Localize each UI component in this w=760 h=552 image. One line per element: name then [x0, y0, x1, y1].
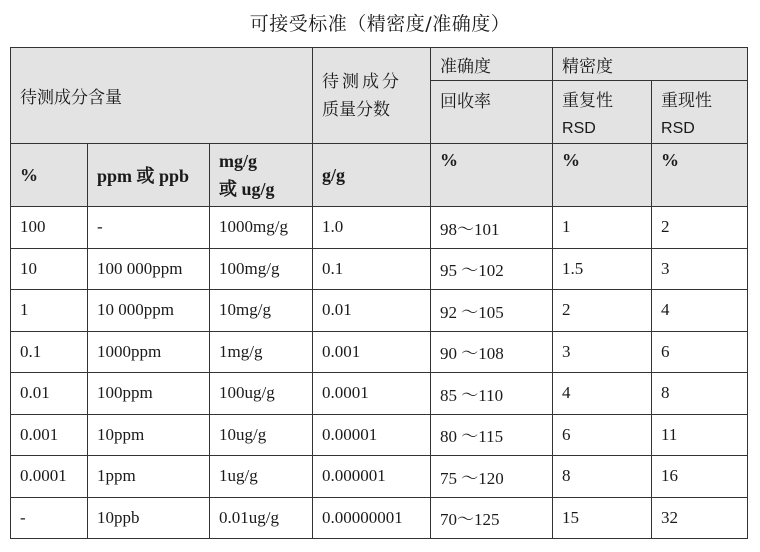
- unit-g-per-g: g/g: [313, 144, 431, 207]
- percent-cell: 1: [11, 290, 88, 332]
- ppm-cell: 100ppm: [88, 373, 210, 415]
- repeatability-cell: 15: [553, 497, 652, 539]
- mg-per-g-cell: 1000mg/g: [210, 207, 313, 249]
- header-mass-fraction-line2: 质量分数: [322, 99, 391, 120]
- recovery-cell: 85 ～110: [431, 373, 553, 415]
- recovery-cell: 70～125: [431, 497, 553, 539]
- header-repeatability-label: 重复性: [562, 91, 614, 111]
- table-row: [11, 456, 748, 498]
- ppm-cell: 1000ppm: [88, 331, 210, 373]
- reproducibility-cell: 3: [652, 248, 748, 290]
- mg-per-g-cell: 1mg/g: [210, 331, 313, 373]
- repeatability-cell: 6: [553, 414, 652, 456]
- table-row: [11, 331, 748, 373]
- mg-per-g-cell: 0.01ug/g: [210, 497, 313, 539]
- table-row: [11, 207, 748, 249]
- header-accuracy: 准确度: [431, 48, 553, 81]
- table-body: [11, 207, 748, 539]
- percent-cell: 100: [11, 207, 88, 249]
- repeatability-cell: 3: [553, 331, 652, 373]
- repeatability-cell: 2: [553, 290, 652, 332]
- reproducibility-cell: 6: [652, 331, 748, 373]
- g-per-g-cell: 0.00001: [313, 414, 431, 456]
- mg-per-g-cell: 10mg/g: [210, 290, 313, 332]
- reproducibility-cell: 2: [652, 207, 748, 249]
- g-per-g-cell: 1.0: [313, 207, 431, 249]
- table-title: 可接受标准（精密度/准确度）: [249, 13, 511, 35]
- header-precision: 精密度: [553, 48, 748, 81]
- header-repeatability: [553, 81, 652, 144]
- unit-mg-per-g-line1: mg/g: [219, 151, 257, 171]
- header-reproducibility: [652, 81, 748, 144]
- mg-per-g-cell: 10ug/g: [210, 414, 313, 456]
- g-per-g-cell: 0.1: [313, 248, 431, 290]
- acceptance-criteria-table: [10, 47, 748, 539]
- header-mass-fraction-line1: 待测成分: [322, 71, 403, 92]
- ppm-cell: -: [88, 207, 210, 249]
- percent-cell: 0.01: [11, 373, 88, 415]
- g-per-g-cell: 0.000001: [313, 456, 431, 498]
- unit-mg-per-g-line2: 或 ug/g: [219, 179, 275, 199]
- header-repeatability-rsd: RSD: [562, 120, 596, 137]
- percent-cell: 0.1: [11, 331, 88, 373]
- repeatability-cell: 1: [553, 207, 652, 249]
- ppm-cell: 1ppm: [88, 456, 210, 498]
- reproducibility-cell: 16: [652, 456, 748, 498]
- header-recovery: 回收率: [431, 81, 553, 144]
- recovery-cell: 80 ～115: [431, 414, 553, 456]
- recovery-cell: 90 ～108: [431, 331, 553, 373]
- ppm-cell: 10ppm: [88, 414, 210, 456]
- recovery-cell: 98～101: [431, 207, 553, 249]
- header-analyte-content: 待测成分含量: [11, 48, 313, 144]
- ppm-cell: 100 000ppm: [88, 248, 210, 290]
- mg-per-g-cell: 100ug/g: [210, 373, 313, 415]
- g-per-g-cell: 0.00000001: [313, 497, 431, 539]
- reproducibility-cell: 8: [652, 373, 748, 415]
- unit-reproducibility: %: [652, 144, 748, 207]
- recovery-cell: 92 ～105: [431, 290, 553, 332]
- unit-mg-per-g: [210, 144, 313, 207]
- mg-per-g-cell: 1ug/g: [210, 456, 313, 498]
- ppm-cell: 10 000ppm: [88, 290, 210, 332]
- g-per-g-cell: 0.0001: [313, 373, 431, 415]
- header-reproducibility-label: 重现性: [661, 91, 713, 111]
- mg-per-g-cell: 100mg/g: [210, 248, 313, 290]
- table-row: [11, 248, 748, 290]
- unit-percent: %: [11, 144, 88, 207]
- repeatability-cell: 8: [553, 456, 652, 498]
- unit-repeatability: %: [553, 144, 652, 207]
- g-per-g-cell: 0.001: [313, 331, 431, 373]
- g-per-g-cell: 0.01: [313, 290, 431, 332]
- percent-cell: -: [11, 497, 88, 539]
- table-row: [11, 290, 748, 332]
- table-row: [11, 414, 748, 456]
- reproducibility-cell: 32: [652, 497, 748, 539]
- ppm-cell: 10ppb: [88, 497, 210, 539]
- repeatability-cell: 4: [553, 373, 652, 415]
- recovery-cell: 95 ～102: [431, 248, 553, 290]
- recovery-cell: 75 ～120: [431, 456, 553, 498]
- header-reproducibility-rsd: RSD: [661, 120, 695, 137]
- table-row: [11, 497, 748, 539]
- table-row: [11, 373, 748, 415]
- repeatability-cell: 1.5: [553, 248, 652, 290]
- header-mass-fraction: [313, 48, 431, 144]
- percent-cell: 0.0001: [11, 456, 88, 498]
- unit-ppm-ppb: ppm 或 ppb: [88, 144, 210, 207]
- reproducibility-cell: 4: [652, 290, 748, 332]
- percent-cell: 0.001: [11, 414, 88, 456]
- unit-recovery: %: [431, 144, 553, 207]
- percent-cell: 10: [11, 248, 88, 290]
- reproducibility-cell: 11: [652, 414, 748, 456]
